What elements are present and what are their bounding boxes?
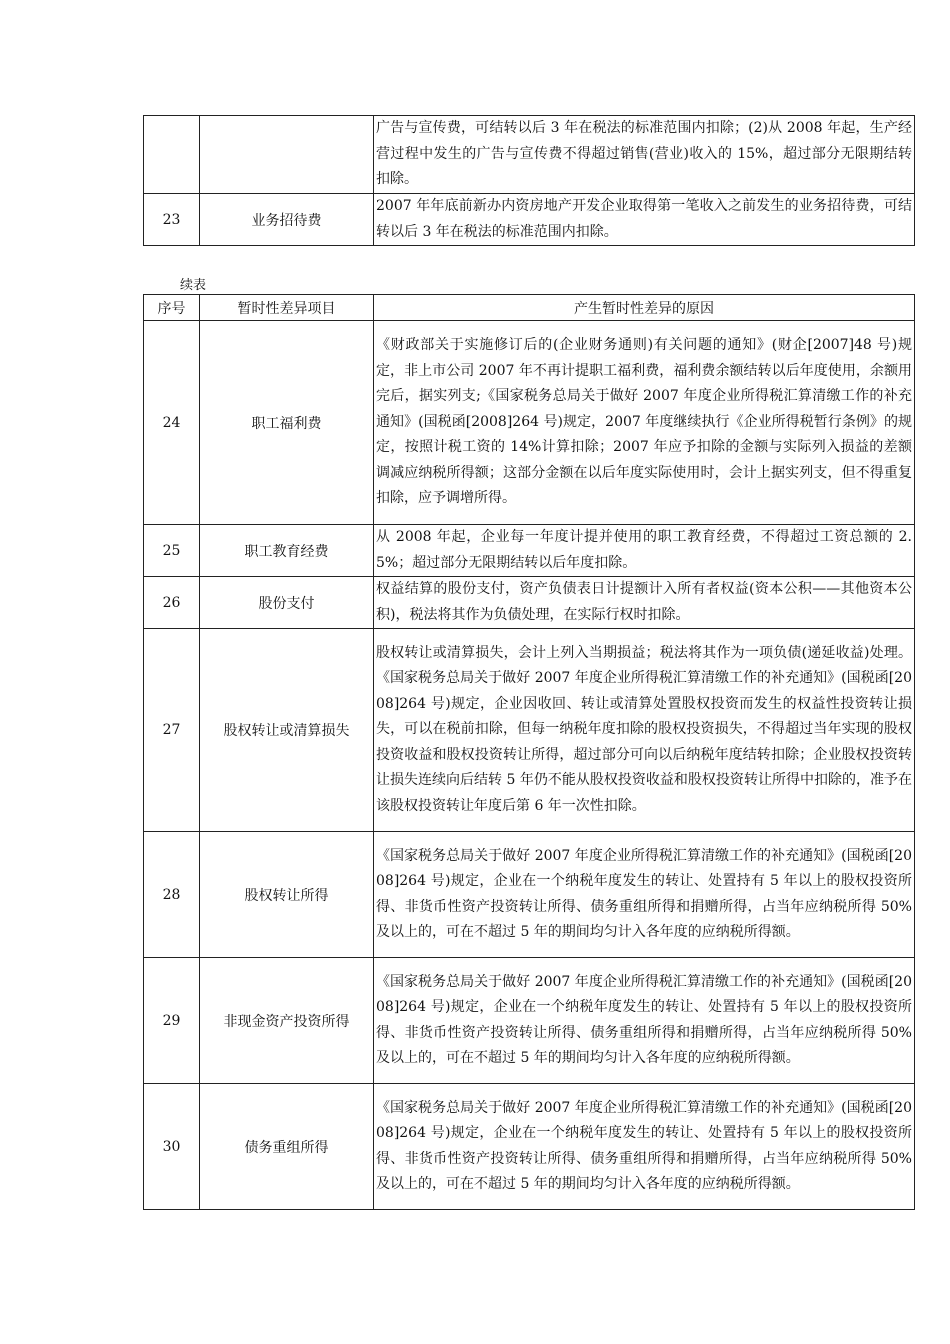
table-row [144,1084,915,1210]
difference-reason: 《国家税务总局关于做好 2007 年度企业所得税汇算清缴工作的补充通知》(国税函[2008]264 号)规定，企业在一个纳税年度发生的转让、处置持有 5 年以上的股权投资所得、非货币性资产投资转让所得、债务重组所得和捐赠所得，占当年应纳税所得 50%及以上的，可在不超过 5 年的期间均匀计入各年度的应纳税所得额。 [374,1084,915,1210]
header-reason: 产生暂时性差异的原因 [374,295,915,321]
table-row [144,629,915,832]
difference-reason: 广告与宣传费，可结转以后 3 年在税法的标准范围内扣除；(2)从 2008 年起，生产经营过程中发生的广告与宣传费不得超过销售(营业)收入的 15%，超过部分无限期结转扣除。 [374,116,915,194]
temporary-difference-table [143,294,915,1210]
table-row [144,525,915,577]
difference-reason: 权益结算的股份支付，资产负债表日计提额计入所有者权益(资本公积——其他资本公积)，税法将其作为负债处理，在实际行权时扣除。 [374,577,915,629]
difference-reason: 从 2008 年起，企业每一年度计提并使用的职工教育经费，不得超过工资总额的 2.5%；超过部分无限期结转以后年度扣除。 [374,525,915,577]
continued-table-top [143,115,915,246]
row-number [144,116,200,194]
difference-item: 职工福利费 [200,321,374,525]
table-row [144,958,915,1084]
table-row [144,116,915,194]
header-number: 序号 [144,295,200,321]
row-number: 23 [144,194,200,246]
row-number: 29 [144,958,200,1084]
difference-reason: 2007 年年底前新办内资房地产开发企业取得第一笔收入之前发生的业务招待费，可结转以后 3 年在税法的标准范围内扣除。 [374,194,915,246]
header-item: 暂时性差异项目 [200,295,374,321]
difference-reason: 《财政部关于实施修订后的(企业财务通则)有关问题的通知》(财企[2007]48 号)规定，非上市公司 2007 年不再计提职工福利费，福利费余额结转以后年度使用，余额用完后，据实列支;《国家税务总局关于做好 2007 年度企业所得税汇算清缴工作的补充通知》(国税函[2008]264 号)规定，2007 年度继续执行《企业所得税暂行条例》的规定，按照计税工资的 14%计算扣除；2007 年应予扣除的金额与实际列入损益的差额调减应纳税所得额；这部分金额在以后年度实际使用时，会计上据实列支，但不得重复扣除，应予调增所得。 [374,321,915,525]
difference-reason: 《国家税务总局关于做好 2007 年度企业所得税汇算清缴工作的补充通知》(国税函[2008]264 号)规定，企业在一个纳税年度发生的转让、处置持有 5 年以上的股权投资所得、非货币性资产投资转让所得、债务重组所得和捐赠所得，占当年应纳税所得 50%及以上的，可在不超过 5 年的期间均匀计入各年度的应纳税所得额。 [374,832,915,958]
difference-reason: 《国家税务总局关于做好 2007 年度企业所得税汇算清缴工作的补充通知》(国税函[2008]264 号)规定，企业在一个纳税年度发生的转让、处置持有 5 年以上的股权投资所得、非货币性资产投资转让所得、债务重组所得和捐赠所得，占当年应纳税所得 50%及以上的，可在不超过 5 年的期间均匀计入各年度的应纳税所得额。 [374,958,915,1084]
difference-item: 职工教育经费 [200,525,374,577]
difference-item [200,116,374,194]
table-row [144,321,915,525]
table-row [144,832,915,958]
difference-item: 股权转让所得 [200,832,374,958]
row-number: 24 [144,321,200,525]
row-number: 27 [144,629,200,832]
difference-item: 债务重组所得 [200,1084,374,1210]
row-number: 25 [144,525,200,577]
row-number: 28 [144,832,200,958]
table-header-row [144,295,915,321]
difference-item: 业务招待费 [200,194,374,246]
table-row [144,577,915,629]
row-number: 30 [144,1084,200,1210]
difference-item: 非现金资产投资所得 [200,958,374,1084]
difference-item: 股份支付 [200,577,374,629]
row-number: 26 [144,577,200,629]
continuation-label: 续表 [180,278,207,293]
table-row [144,194,915,246]
difference-reason: 股权转让或清算损失，会计上列入当期损益；税法将其作为一项负债(递延收益)处理。《国家税务总局关于做好 2007 年度企业所得税汇算清缴工作的补充通知》(国税函[2008]264 号)规定，企业因收回、转让或清算处置股权投资而发生的权益性投资转让损失，可以在税前扣除，但每一纳税年度扣除的股权投资损失，不得超过当年实现的股权投资收益和股权投资转让所得，超过部分可向以后纳税年度结转扣除；企业股权投资转让损失连续向后结转 5 年仍不能从股权投资收益和股权投资转让所得中扣除的，准予在该股权投资转让年度后第 6 年一次性扣除。 [374,629,915,832]
difference-item: 股权转让或清算损失 [200,629,374,832]
